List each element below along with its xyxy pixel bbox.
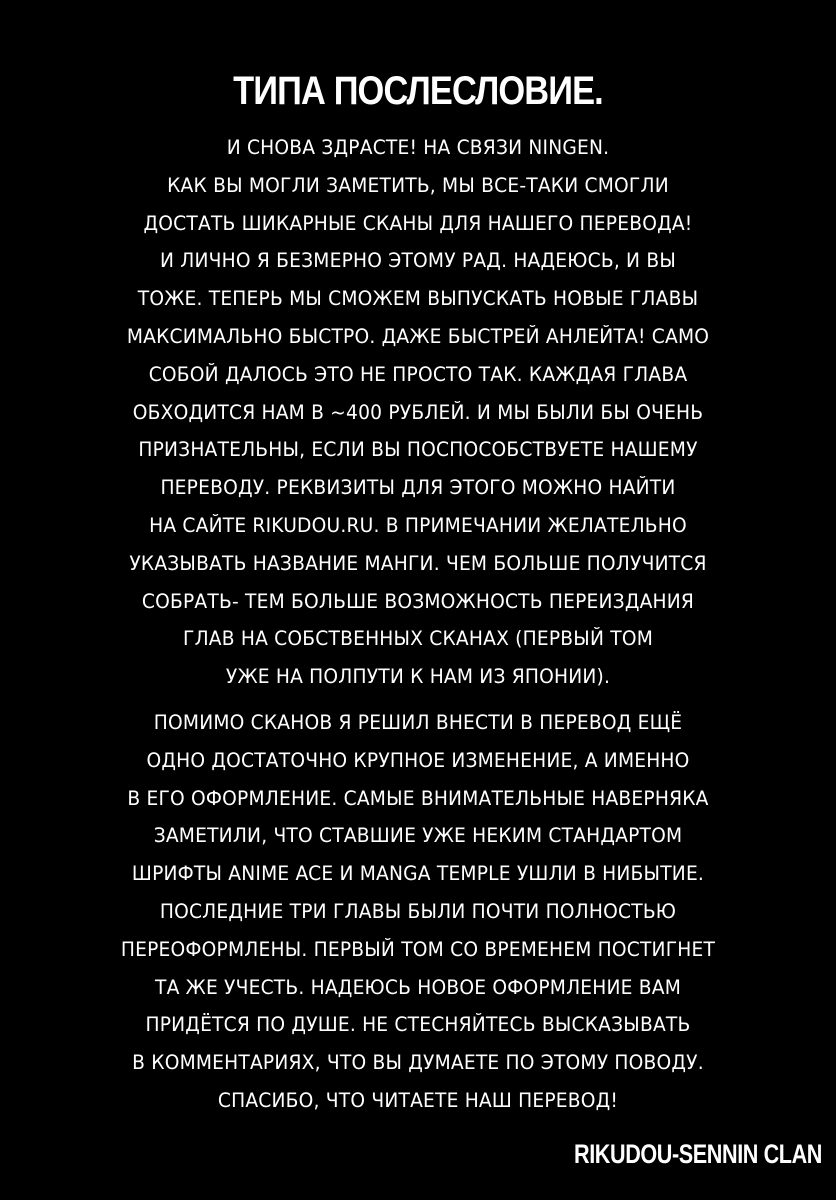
text-line: ОБХОДИТСЯ НАМ В ~400 РУБЛЕЙ. И МЫ БЫЛИ БЫ ОЧЕНЬ [132,400,704,424]
text-line: ПРИДЁТСЯ ПО ДУШЕ. НЕ СТЕСНЯЙТЕСЬ ВЫСКАЗЫВАТЬ [145,1013,691,1037]
text-line: ПЕРЕОФОРМЛЕНЫ. ПЕРВЫЙ ТОМ СО ВРЕМЕНЕМ ПОСТИГНЕТ [120,937,716,961]
text-line: ОДНО ДОСТАТОЧНО КРУПНОЕ ИЗМЕНЕНИЕ, А ИМЕННО [146,748,690,772]
team-signature: RIKUDOU-SENNIN CLAN [574,1139,822,1169]
text-line: ПОМИМО СКАНОВ Я РЕШИЛ ВНЕСТИ В ПЕРЕВОД ЕЩЁ [153,711,683,734]
text-line: И ЛИЧНО Я БЕЗМЕРНО ЭТОМУ РАД. НАДЕЮСЬ, И ВЫ [160,249,676,273]
text-line: И СНОВА ЗДРАСТЕ! НА СВЯЗИ NINGEN. [226,136,610,159]
text-line: СОБРАТЬ- ТЕМ БОЛЬШЕ ВОЗМОЖНОСТЬ ПЕРЕИЗДАНИЯ [141,589,695,613]
text-line: ПРИЗНАТЕЛЬНЫ, ЕСЛИ ВЫ ПОСПОСОБСТВУЕТЕ НАШЕМУ [138,438,698,462]
text-line: В ЕГО ОФОРМЛЕНИЕ. САМЫЕ ВНИМАТЕЛЬНЫЕ НАВЕРНЯКА [127,786,709,810]
text-line: МАКСИМАЛЬНО БЫСТРО. ДАЖЕ БЫСТРЕЙ АНЛЕЙТА! САМО [126,324,710,348]
text-line: ДОСТАТЬ ШИКАРНЫЕ СКАНЫ ДЛЯ НАШЕГО ПЕРЕВОДА! [143,211,693,235]
text-line: В КОММЕНТАРИЯХ, ЧТО ВЫ ДУМАЕТЕ ПО ЭТОМУ ПОВОДУ. [132,1051,704,1075]
text-line: ПОСЛЕДНИЕ ТРИ ГЛАВЫ БЫЛИ ПОЧТИ ПОЛНОСТЬЮ [159,899,677,923]
paragraph-2 [0,704,836,1120]
text-line: КАК ВЫ МОГЛИ ЗАМЕТИТЬ, МЫ ВСЕ-ТАКИ СМОГЛИ [167,173,669,197]
text-line: НА САЙТЕ RIKUDOU.RU. В ПРИМЕЧАНИИ ЖЕЛАТЕЛЬНО [149,513,687,537]
text-line: СПАСИБО, ЧТО ЧИТАЕТЕ НАШ ПЕРЕВОД! [217,1088,619,1112]
paragraph-1 [0,129,836,696]
text-line: ШРИФТЫ ANIME ACE И MANGA TEMPLE УШЛИ В НИБЫТИЕ. [131,862,705,886]
text-line: ТА ЖЕ УЧЕСТЬ. НАДЕЮСЬ НОВОЕ ОФОРМЛЕНИЕ ВАМ [154,975,682,999]
page-title: ТИПА ПОСЛЕСЛОВИЕ. [233,69,603,113]
text-line: СОБОЙ ДАЛОСЬ ЭТО НЕ ПРОСТО ТАК. КАЖДАЯ ГЛАВА [148,362,688,386]
text-line: ЗАМЕТИЛИ, ЧТО СТАВШИЕ УЖЕ НЕКИМ СТАНДАРТОМ [153,824,683,848]
text-line: УЖЕ НА ПОЛПУТИ К НАМ ИЗ ЯПОНИИ). [225,665,611,689]
text-line: УКАЗЫВАТЬ НАЗВАНИЕ МАНГИ. ЧЕМ БОЛЬШЕ ПОЛУЧИТСЯ [129,551,707,575]
text-line: ТОЖЕ. ТЕПЕРЬ МЫ СМОЖЕМ ВЫПУСКАТЬ НОВЫЕ ГЛАВЫ [137,287,699,311]
text-line: ГЛАВ НА СОБСТВЕННЫХ СКАНАХ (ПЕРВЫЙ ТОМ [183,627,653,651]
text-line: ПЕРЕВОДУ. РЕКВИЗИТЫ ДЛЯ ЭТОГО МОЖНО НАЙТИ [160,476,676,500]
